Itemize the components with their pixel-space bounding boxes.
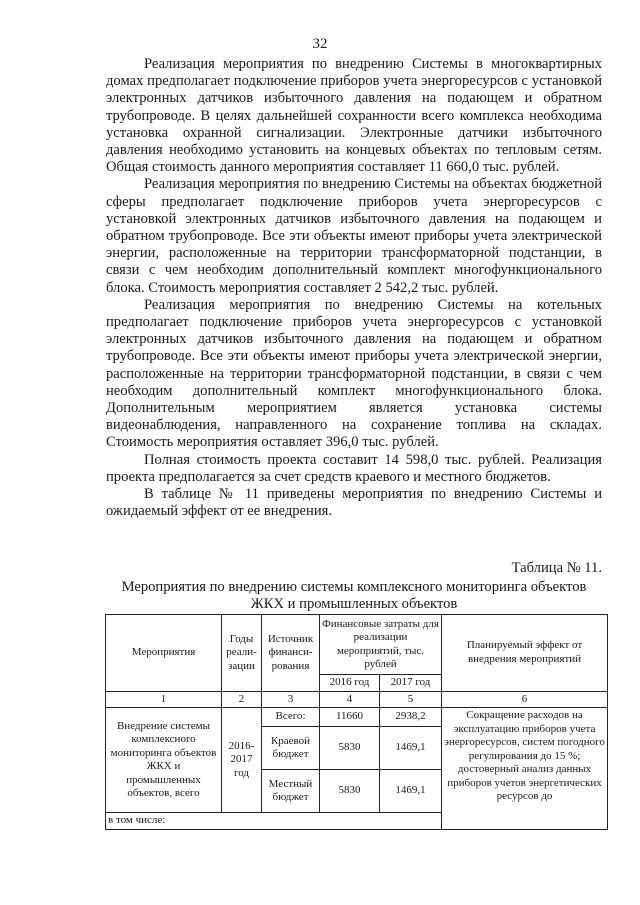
page-number: 32 [312, 36, 328, 52]
planned-effect: Сокращение расходов на эксплуатацию приборов учета энергоресурсов, систем погодного регулирования до 15 %; достоверный анализ данных приборов учетов энергетических ресурсов до [442, 708, 608, 830]
header-year-2017: 2017 год [380, 675, 442, 692]
cost-2017: 2938,2 [380, 708, 442, 727]
including-label: в том числе: [106, 813, 442, 830]
header-source: Источник финанси-рования [262, 615, 320, 692]
source-name: Всего: [262, 708, 320, 727]
header-costs: Финансовые затраты для реализации мероприятий, тыс. рублей [320, 615, 442, 675]
paragraph-budget-sector: Реализация мероприятия по внедрению Системы на объектах бюджетной сферы предполагает подключение приборов учета энергоресурсов с установкой электронных датчиков избыточного давления на подающем и обратном трубопроводе. Все эти объекты имеют приборы учета электрической энергии, расположенные на территории трансформаторной подстанции, в связи с чем необходим дополнительный комплект многофункционального блока. Стоимость мероприятия составляет 2 542,2 тыс. рублей. [106, 176, 602, 296]
paragraph-table-reference: В таблице № 11 приведены мероприятия по внедрению Системы и ожидаемый эффект от ее внедрения. [106, 486, 602, 520]
source-name: Краевой бюджет [262, 727, 320, 770]
column-number: 3 [262, 691, 320, 708]
cost-2017: 1469,1 [380, 770, 442, 813]
header-measure: Мероприятия [106, 615, 222, 692]
table-row [106, 708, 608, 727]
cost-2016: 5830 [320, 770, 380, 813]
column-numbers-row [106, 691, 608, 708]
header-years: Годы реали-зации [222, 615, 262, 692]
column-number: 4 [320, 691, 380, 708]
column-number: 2 [222, 691, 262, 708]
header-year-2016: 2016 год [320, 675, 380, 692]
table-number-label: Таблица № 11. [511, 560, 602, 576]
cost-2017: 1469,1 [380, 727, 442, 770]
measure-name: Внедрение системы комплексного мониторинга объектов ЖКХ и промышленных объектов, всего [106, 708, 222, 813]
paragraph-boiler-houses: Реализация мероприятия по внедрению Системы на котельных предполагает подключение приборов учета энергоресурсов с установкой электронных датчиков избыточного давления на подающем и обратном трубопроводе. Все эти объекты имеют приборы учета электрической энергии, расположенные на территории трансформаторной подстанции, в связи с чем необходим дополнительный комплект многофункционального блока. Дополнительным мероприятием является установка системы видеонаблюдения, направленного на сохранение топлива на складах. Стоимость мероприятия оставляет 396,0 тыс. рублей. [106, 296, 602, 451]
cost-2016: 5830 [320, 727, 380, 770]
body-text [106, 56, 602, 520]
paragraph-total-cost: Полная стоимость проекта составит 14 598,0 тыс. рублей. Реализация проекта предполагается за счет средств краевого и местного бюджетов. [106, 451, 602, 485]
measure-years: 2016-2017 год [222, 708, 262, 813]
column-number: 1 [106, 691, 222, 708]
cost-2016: 11660 [320, 708, 380, 727]
column-number: 6 [442, 691, 608, 708]
source-name: Местный бюджет [262, 770, 320, 813]
column-number: 5 [380, 691, 442, 708]
table-header-row [106, 615, 608, 675]
header-effect: Планируемый эффект от внедрения мероприятий [442, 615, 608, 692]
measures-table [105, 614, 608, 830]
table-caption: Мероприятия по внедрению системы комплексного мониторинга объектов ЖКХ и промышленных объектов [121, 579, 587, 612]
paragraph-apartment-buildings: Реализация мероприятия по внедрению Системы в многоквартирных домах предполагает подключение приборов учета энергоресурсов с установкой электронных датчиков избыточного давления на подающем и обратном трубопроводе. В целях дальнейшей сохранности всего комплекса необходима установка охранной сигнализации. Электронные датчики избыточного давления необходимо установить на концевых объектах по тепловым сетям. Общая стоимость данного мероприятия составляет 11 660,0 тыс. рублей. [106, 56, 602, 176]
